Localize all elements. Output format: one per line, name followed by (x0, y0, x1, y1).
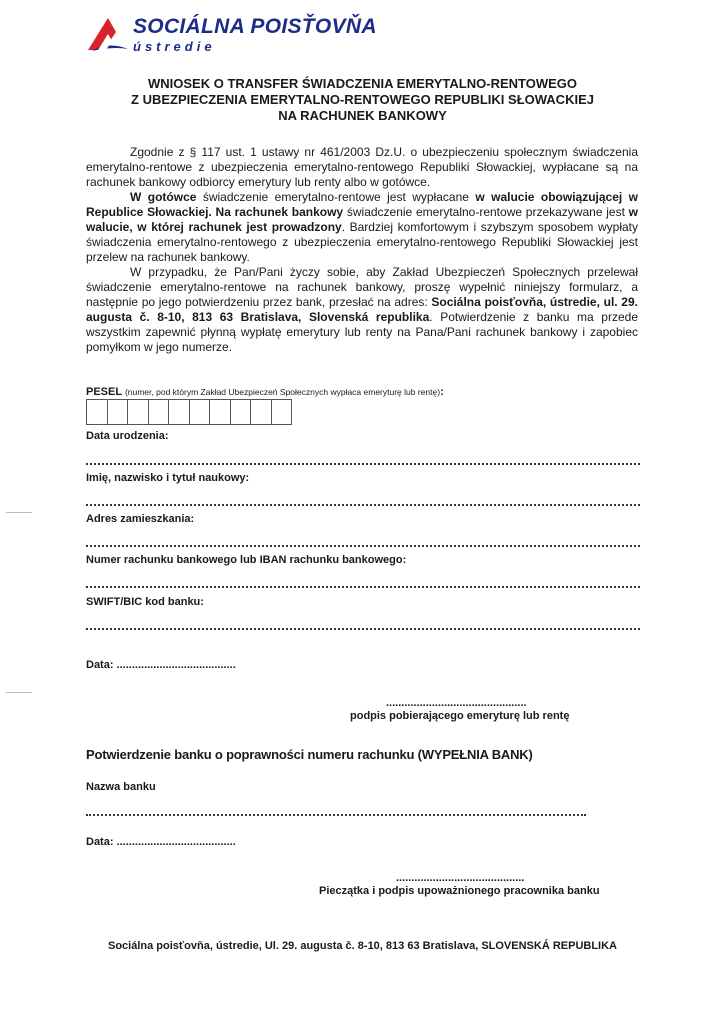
pesel-digit-box[interactable] (230, 399, 252, 425)
birth-date-field[interactable] (86, 461, 640, 465)
social-insurance-logo-icon (86, 14, 130, 54)
pesel-digit-box[interactable] (189, 399, 211, 425)
pesel-digit-box[interactable] (209, 399, 231, 425)
applicant-date-field[interactable]: Data: ....................................... (86, 659, 236, 671)
bank-confirmation-heading: Potwierdzenie banku o poprawności numeru rachunku (WYPEŁNIA BANK) (86, 747, 533, 762)
pesel-note: (numer, pod którym Zakład Ubezpieczeń Społecznych wypłaca emeryturę lub rentę) (124, 387, 441, 397)
bank-date-field[interactable]: Data: ....................................... (86, 836, 236, 848)
title-line-3: NA RACHUNEK BANKOWY (278, 108, 447, 123)
bank-name-label: Nazwa banku (86, 781, 156, 793)
applicant-signature-field[interactable]: .............................................. (386, 697, 527, 709)
name-field[interactable] (86, 502, 640, 506)
pesel-digit-box[interactable] (271, 399, 293, 425)
address-field[interactable] (86, 543, 640, 547)
footer-address: Sociálna poisťovňa, ústredie, Ul. 29. augusta č. 8-10, 813 63 Bratislava, SLOVENSKÁ REPUBLIKA (108, 940, 617, 952)
document-title (90, 76, 635, 124)
swift-label: SWIFT/BIC kod banku: (86, 596, 204, 608)
swift-field[interactable] (86, 626, 640, 630)
pesel-digit-box[interactable] (127, 399, 149, 425)
bank-stamp-label: Pieczątka i podpis upoważnionego pracownika banku (319, 885, 600, 897)
intro-paragraph-1: Zgodnie z § 117 ust. 1 ustawy nr 461/2003 Dz.U. o ubezpieczeniu społecznym świadczenia emerytalno-rentowe z ubezpieczenia emerytalno-rentowego Republiki Słowackiej, wypłacane są na rachunek bankowy odbiorcy emerytury lub renty albo w gotówce. (86, 145, 638, 189)
pesel-digit-box[interactable] (148, 399, 170, 425)
pesel-digit-box[interactable] (86, 399, 108, 425)
pesel-input-boxes[interactable] (86, 399, 291, 425)
title-line-1: WNIOSEK O TRANSFER ŚWIADCZENIA EMERYTALNO-RENTOWEGO (148, 76, 577, 91)
applicant-signature-label: podpis pobierającego emeryturę lub rentę (350, 710, 570, 722)
pesel-digit-box[interactable] (107, 399, 129, 425)
address-label: Adres zamieszkania: (86, 513, 195, 525)
title-line-2: Z UBEZPIECZENIA EMERYTALNO-RENTOWEGO REPUBLIKI SŁOWACKIEJ (131, 92, 594, 107)
pesel-digit-box[interactable] (250, 399, 272, 425)
pesel-label: PESEL (numer, pod którym Zakład Ubezpieczeń Społecznych wypłaca emeryturę lub rentę): (86, 386, 444, 398)
intro-paragraph-3: W przypadku, że Pan/Pani życzy sobie, aby Zakład Ubezpieczeń Społecznych przelewał świadczenie emerytalno-rentowe na rachunek bankowy, proszę wypełnić niniejszy formularz, a następnie po jego potwierdzeniu przez bank, przesłać na adres: Sociálna poisťovňa, ústredie, ul. 29. augusta č. 8-10, 813 63 Bratislava, Slovenská republika. Potwierdzenie z banku ma przede wszystkim zapewnić płynną wypłatę emerytury lub renty na Pana/Pani rachunek bankowy i zapobiec pomyłkom w jego numerze. (86, 265, 638, 354)
logo-subtitle: ústredie (133, 39, 216, 54)
bank-stamp-field[interactable]: .......................................... (396, 872, 525, 884)
bank-name-field[interactable] (86, 812, 586, 816)
logo-name: SOCIÁLNA POISŤOVŇA (133, 15, 377, 38)
intro-paragraph-2: W gotówce świadczenie emerytalno-rentowe jest wypłacane w walucie obowiązującej w Republice Słowackiej. Na rachunek bankowy świadczenie emerytalno-rentowe przekazywane jest w walucie, w której rachunek jest prowadzony. Bardziej komfortowym i szybszym sposobem wypłaty świadczenia emerytalno-rentowego z ubezpieczenia emerytalno-rentowego Republiki Słowackiej jest przelew na rachunek bankowy. (86, 190, 639, 264)
account-label: Numer rachunku bankowego lub IBAN rachunku bankowego: (86, 554, 407, 566)
pesel-digit-box[interactable] (168, 399, 190, 425)
fold-mark (6, 692, 32, 693)
fold-mark (6, 512, 32, 513)
logo (86, 12, 386, 56)
birth-date-label: Data urodzenia: (86, 430, 169, 442)
account-field[interactable] (86, 584, 640, 588)
intro-text (86, 145, 638, 355)
name-label: Imię, nazwisko i tytuł naukowy: (86, 472, 250, 484)
